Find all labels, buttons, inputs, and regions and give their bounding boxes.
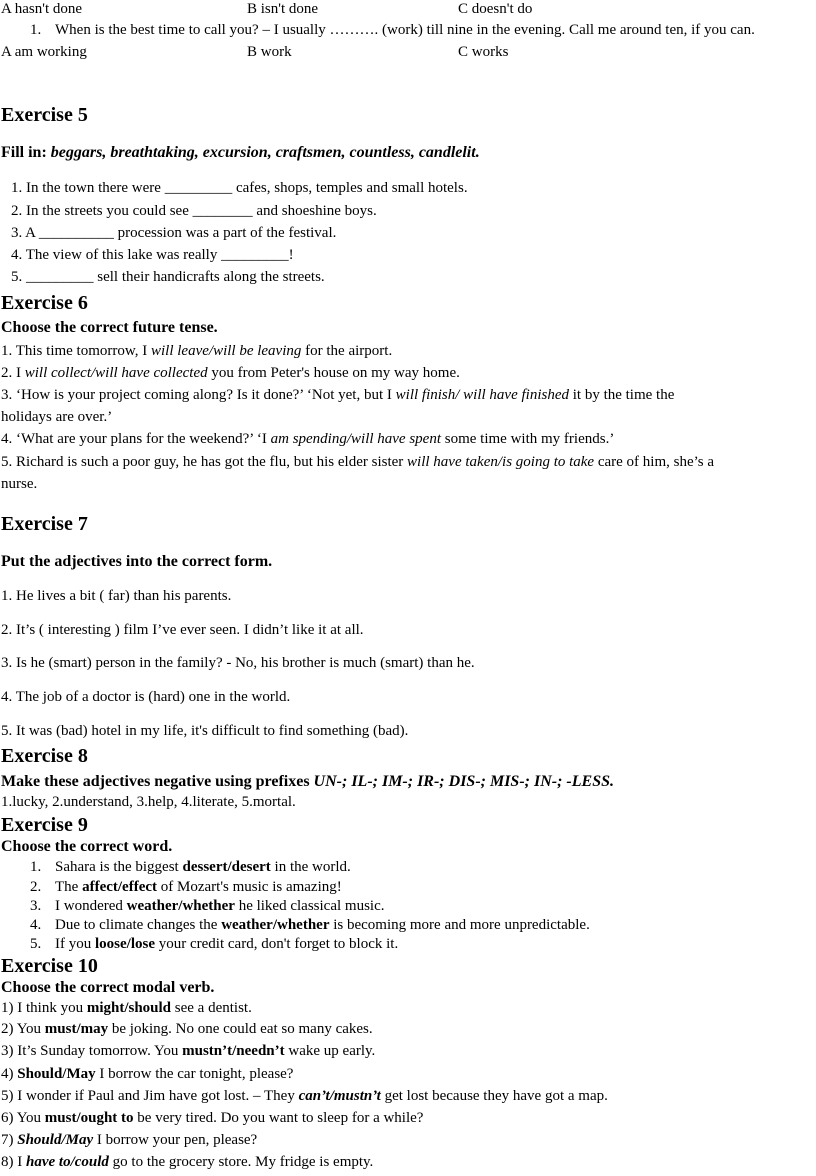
exercise-9-item-2: 2. The affect/effect of Mozart's music is amazing! bbox=[30, 879, 342, 895]
question-text: When is the best time to call you? – I usually ………. (work) till nine in the evening. Call me around ten, if you can. bbox=[55, 22, 755, 38]
q1-option-a: A am working bbox=[1, 44, 87, 60]
exercise-10-item-8: 8) I have to/could go to the grocery store. My fridge is empty. bbox=[1, 1154, 374, 1170]
exercise-7-item-3: 3. Is he (smart) person in the family? - No, his brother is much (smart) than he. bbox=[1, 655, 475, 671]
exercise-9-item-3: 3. I wondered weather/whether he liked classical music. bbox=[30, 898, 385, 914]
exercise-10-item-4: 4) Should/May I borrow the car tonight, please? bbox=[1, 1066, 294, 1082]
exercise-5-item-5: 5. _________ sell their handicrafts along the streets. bbox=[11, 269, 325, 285]
exercise-5-item-2: 2. In the streets you could see ________ and shoeshine boys. bbox=[11, 203, 377, 219]
exercise-7-instruction: Put the adjectives into the correct form. bbox=[1, 553, 273, 570]
exercise-5-item-1: 1. In the town there were _________ cafes, shops, temples and small hotels. bbox=[11, 180, 468, 196]
exercise-6-item-3: 3. ‘How is your project coming along? Is it done?’ ‘Not yet, but I will finish/ will have finished it by the time the bbox=[1, 387, 675, 403]
exercise-6-item-5: 5. Richard is such a poor guy, he has got the flu, but his elder sister will have taken/is going to take care of him, she’s a bbox=[1, 454, 715, 470]
exercise-10-item-1: 1) I think you might/should see a dentist. bbox=[1, 1000, 252, 1016]
exercise-7-item-1: 1. He lives a bit ( far) than his parents. bbox=[1, 588, 232, 604]
exercise-7-title: Exercise 7 bbox=[1, 513, 88, 535]
instruction-lead: Make these adjectives negative using prefixes bbox=[1, 773, 314, 790]
q1-option-c: C works bbox=[458, 44, 509, 60]
exercise-10-item-5: 5) I wonder if Paul and Jim have got lost. – They can’t/mustn’t get lost because they have got a map. bbox=[1, 1088, 608, 1104]
exercise-6-instruction: Choose the correct future tense. bbox=[1, 319, 218, 336]
exercise-5-item-3: 3. A __________ procession was a part of the festival. bbox=[11, 225, 337, 241]
exercise-10-instruction: Choose the correct modal verb. bbox=[1, 979, 215, 996]
exercise-6-item-2: 2. I will collect/will have collected you from Peter's house on my way home. bbox=[1, 365, 460, 381]
exercise-5-instruction bbox=[1, 142, 480, 164]
prev-option-c: C doesn't do bbox=[458, 1, 533, 17]
exercise-9-item-4: 4. Due to climate changes the weather/whether is becoming more and more unpredictable. bbox=[30, 917, 590, 933]
exercise-6-item-1: 1. This time tomorrow, I will leave/will be leaving for the airport. bbox=[1, 343, 393, 359]
exercise-9-item-1: 1. Sahara is the biggest dessert/desert in the world. bbox=[30, 859, 351, 875]
prefix-list: UN-; IL-; IM-; IR-; DIS-; MIS-; IN-; -LESS. bbox=[313, 773, 614, 790]
exercise-8-title: Exercise 8 bbox=[1, 745, 88, 767]
exercise-5-item-4: 4. The view of this lake was really _________! bbox=[11, 247, 294, 263]
exercise-9-instruction: Choose the correct word. bbox=[1, 838, 173, 855]
exercise-6-item-3-cont: holidays are over.’ bbox=[1, 409, 113, 425]
exercise-7-item-2: 2. It’s ( interesting ) film I’ve ever seen. I didn’t like it at all. bbox=[1, 622, 364, 638]
prev-option-a: A hasn't done bbox=[1, 1, 83, 17]
question-line bbox=[30, 19, 755, 41]
exercise-9-title: Exercise 9 bbox=[1, 814, 88, 836]
prev-option-b: B isn't done bbox=[247, 1, 319, 17]
exercise-7-item-4: 4. The job of a doctor is (hard) one in the world. bbox=[1, 689, 291, 705]
exercise-6-item-5-cont: nurse. bbox=[1, 476, 38, 492]
instruction-lead: Fill in: bbox=[1, 144, 51, 161]
exercise-8-words: 1.lucky, 2.understand, 3.help, 4.literate, 5.mortal. bbox=[1, 794, 296, 810]
exercise-6-item-4: 4. ‘What are your plans for the weekend?’ ‘I am spending/will have spent some time with my friends.’ bbox=[1, 431, 615, 447]
question-number: 1. bbox=[30, 22, 42, 38]
exercise-10-item-3: 3) It’s Sunday tomorrow. You mustn’t/needn’t wake up early. bbox=[1, 1043, 376, 1059]
exercise-8-instruction bbox=[1, 771, 614, 793]
exercise-10-item-7: 7) Should/May I borrow your pen, please? bbox=[1, 1132, 258, 1148]
exercise-10-item-2: 2) You must/may be joking. No one could eat so many cakes. bbox=[1, 1021, 373, 1037]
exercise-10-title: Exercise 10 bbox=[1, 955, 98, 977]
exercise-7-item-5: 5. It was (bad) hotel in my life, it's difficult to find something (bad). bbox=[1, 723, 409, 739]
word-bank: beggars, breathtaking, excursion, craftsmen, countless, candlelit. bbox=[50, 144, 480, 161]
exercise-9-item-5: 5. If you loose/lose your credit card, don't forget to block it. bbox=[30, 936, 399, 952]
exercise-10-item-6: 6) You must/ought to be very tired. Do you want to sleep for a while? bbox=[1, 1110, 424, 1126]
exercise-6-title: Exercise 6 bbox=[1, 292, 88, 314]
q1-option-b: B work bbox=[247, 44, 292, 60]
exercise-5-title: Exercise 5 bbox=[1, 104, 88, 126]
